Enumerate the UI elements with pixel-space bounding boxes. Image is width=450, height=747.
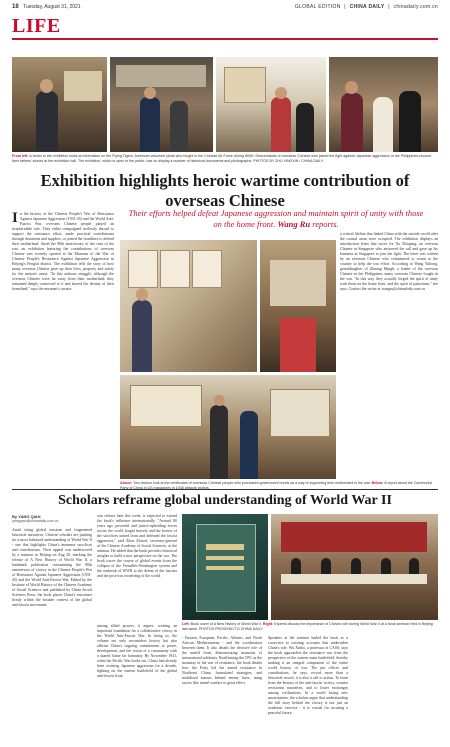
section-title: LIFE bbox=[12, 15, 61, 37]
folio-paper: CHINA DAILY bbox=[349, 4, 385, 10]
story1-dropcap: I bbox=[12, 212, 18, 226]
story2-col1-text: Amid rising global tensions and fragmented historical narratives, Chinese scholars are pushing for a more balanced understanding of World War II - one that highlights China's immense sacrifices and contributions. Their appeal was underscored by a seminar in Beijing on Aug 20, marking the release of A New History of World War II, a landmark publication reexamining the 80th anniversary of victory in the Chinese People's War of Resistance Against Japanese Aggression (1931-45) and the World Anti-Fascist War. Edited by the Institute of World History of the Chinese Academy of Social Sciences and published by China Social Sciences Press, the book places China's resistance firmly within the broader context of the global anti-fascist movement. bbox=[12, 528, 92, 607]
top-caption-text: A visitor to the exhibition looks at information on the Flying Tigers, American volunteer pilots who fought in the Chinese Air Force during WWII. Descendants of overseas Chinese who joined the fight against Japanese aggression in the Philippines recount their fathers' stories at the exhibition hall. The exhibition, which is open to the public, has on display a number of historical documents and photographs. PHOTOS BY ZHU XINGXIN / CHINA DAILY bbox=[12, 154, 432, 163]
story2-col-3 bbox=[182, 636, 262, 741]
story1-deck bbox=[128, 208, 424, 229]
story1-caption-lead1: Above: bbox=[120, 481, 133, 485]
story1-col-1 bbox=[12, 212, 114, 478]
story2-caption-text: Book cover of A New History of World War II. bbox=[190, 622, 262, 626]
story2-caption-text2: Experts discuss the importance of China's role during World War II at a book seminar held in Beijing last week. PHOTOS PROVIDED TO CHINA DAILY bbox=[182, 622, 433, 631]
story2-headline: Scholars reframe global understanding of World War II bbox=[58, 493, 392, 508]
story1-deck-text: Their efforts helped defeat Japanese aggression and maintain spirit of unity with those on the home front. bbox=[128, 208, 424, 229]
story1-col-4 bbox=[340, 232, 438, 478]
story1-col1-text: n the history of the Chinese People's War of Resistance Against Japanese Aggression (1931-45) and the World Anti-Fascist War, overseas Chinese people played an irreplaceable role. They either campaigned tirelessly abroad to support the resistance effort, made practical contributions through donations and supplies, or joined the frontlines to defend their motherland. Amid the 90th anniversary of the start of the war, an exhibition featuring the contributions of overseas Chinese was recently opened at the Museum of the War of Chinese People's Resistance Against Japanese Aggression in Beijing's Fengtai district. The exhibition tells the story of how many overseas Chinese gave up their lives, property and safety for the nation's cause. "In this arduous struggle, although the overseas Chinese were far away from their motherland, they remained deeply connected to it and shared the destiny of their homeland," says the museum's curator. bbox=[12, 212, 114, 291]
story1-caption-text1: Two visitors look at the certificates of overseas Chinese people who purchased government bonds as a way of supporting their motherland in the war. bbox=[133, 481, 371, 485]
top-photo-caption bbox=[12, 154, 438, 163]
top-photo-4 bbox=[329, 57, 438, 152]
story2-col5-text: Speakers at the seminar hailed the book as a corrective to existing accounts that undervalue China's role. Wu Xinbo, a professor at CASS, says the book approaches the resistance war from the perspective of the eastern main battlefield, thereby making it an integral component of the entire world history of war. The pie offices and contributions, he says, record more than a historical record; it is also a call to action. To learn from the lessons of the anti-fascist victory, counter revisionist narratives, and to foster exchanges among civilizations. In a world facing new uncertainties, the scholars argue that understanding the full story behind the victory is not just an academic exercise - it is crucial for securing a peaceful future. bbox=[268, 636, 348, 715]
story-divider bbox=[12, 489, 438, 490]
section-rule bbox=[12, 38, 438, 40]
story2-byline bbox=[12, 514, 92, 524]
story1-photo-above bbox=[120, 240, 257, 372]
story2-col3-text: among allied powers, it argues, creating an important foundation for a collaborative victory in the World Anti-Fascist War. In doing so, the volume not only reconsiders history but also affirms China's ongoing commitment to peace, development, and the vision of a community with a shared future for humanity. By November 1941, when the Pacific War broke out, China had already been resisting Japanese aggression for a decade, fighting on the eastern battlefield of the global anti-fascist front. bbox=[97, 624, 177, 678]
folio-section: GLOBAL EDITION bbox=[294, 4, 341, 10]
story2-col2-text: was release later this week, is expected to extend the book's influence internationally. "Around 80 years ago, powerful and justice-upholding forces across the world fought bravely and the heroes of the sacrifices united front and defeated the fascist aggressors," said Zhou Zhiwei, secretary-general of the Chinese Academy of Social Sciences, at the seminar. He added that the book provides historical insights to build a new perspective on the war. The book traces the course of global events from the collapse of the Versailles-Washington system and the outbreak of WWII to the defeat of the fascists and the post-war reordering of the world. bbox=[97, 514, 177, 578]
top-photo-3 bbox=[216, 57, 326, 152]
story1-deck-author: Wang Ru bbox=[277, 218, 311, 229]
story1-caption-lead2: Below: bbox=[371, 481, 384, 485]
story1-col4-text: a critical lifeline that linked China with the outside world after the coastal areas were occupied. The exhibition displays an introduction letter that wrote for Xu Zhiqiang, an overseas Chinese in Singapore who answered the call and gave up his business in Singapore to join the fight. The letter was written by an overseas Chinese who volunteered to return to the country to help the war effort. According to Wang Yuhong, granddaughter of Zhuang Mingli, a leader of the overseas Chinese in the Philippines, many overseas Chinese fought in the war. "In this way, they actually forged the spirit of unity with those on the home front, and the spirit of patriotism," she says. Contact the writer at wangru@chinadaily.com.cn bbox=[340, 232, 438, 291]
story2-caption-lead: Left: bbox=[182, 622, 190, 626]
folio-date: Tuesday, August 31, 2021 bbox=[23, 4, 81, 10]
story2-col-1 bbox=[12, 528, 92, 741]
top-caption-lead: From left: bbox=[12, 154, 29, 158]
top-photo-2 bbox=[110, 57, 213, 152]
story2-photo-caption bbox=[182, 622, 438, 631]
folio: 18 Tuesday, August 31, 2021 GLOBAL EDITION | CHINA DAILY | chinadaily.com.cn bbox=[12, 4, 438, 10]
story2-book-cover bbox=[182, 514, 268, 620]
story1-photo-above-2 bbox=[260, 240, 336, 372]
story2-byline-email: yangqian@chinadaily.com.cn bbox=[12, 519, 59, 523]
story2-col-2b bbox=[97, 624, 177, 741]
story1-headline: Exhibition highlights heroic wartime contribution of overseas Chinese bbox=[40, 171, 410, 210]
folio-site: chinadaily.com.cn bbox=[393, 4, 438, 10]
story1-deck-suffix: reports. bbox=[310, 218, 339, 229]
story2-col-4 bbox=[268, 636, 348, 741]
story2-byline-name: By YANG QIAN bbox=[12, 514, 41, 519]
story1-photo-below bbox=[120, 375, 336, 479]
page-number: 18 bbox=[12, 4, 19, 10]
story2-col-2 bbox=[97, 514, 177, 620]
story1-caption-text2: A report about the Communist Party of China in US magazines in 1938 attracts visitors. bbox=[120, 481, 432, 490]
story2-col4-text: - Eastern, European, Pacific, Atlantic, and North African Mediterranean - and the coordination between them. It also details the decisive role of the united front, demonstrating moments of international solidarity. Reaffirming the CPC as the mainstay of the war of resistance, the book details how the Party led the armed resistance in Northeast China, formulated strategies, and mobilized masses behind enemy lines, using tactics like tunnel warfare to great effect. bbox=[182, 636, 262, 685]
story2-seminar-photo bbox=[271, 514, 438, 620]
top-photo-1 bbox=[12, 57, 107, 152]
story2-caption-lead2: Right: bbox=[262, 622, 274, 626]
